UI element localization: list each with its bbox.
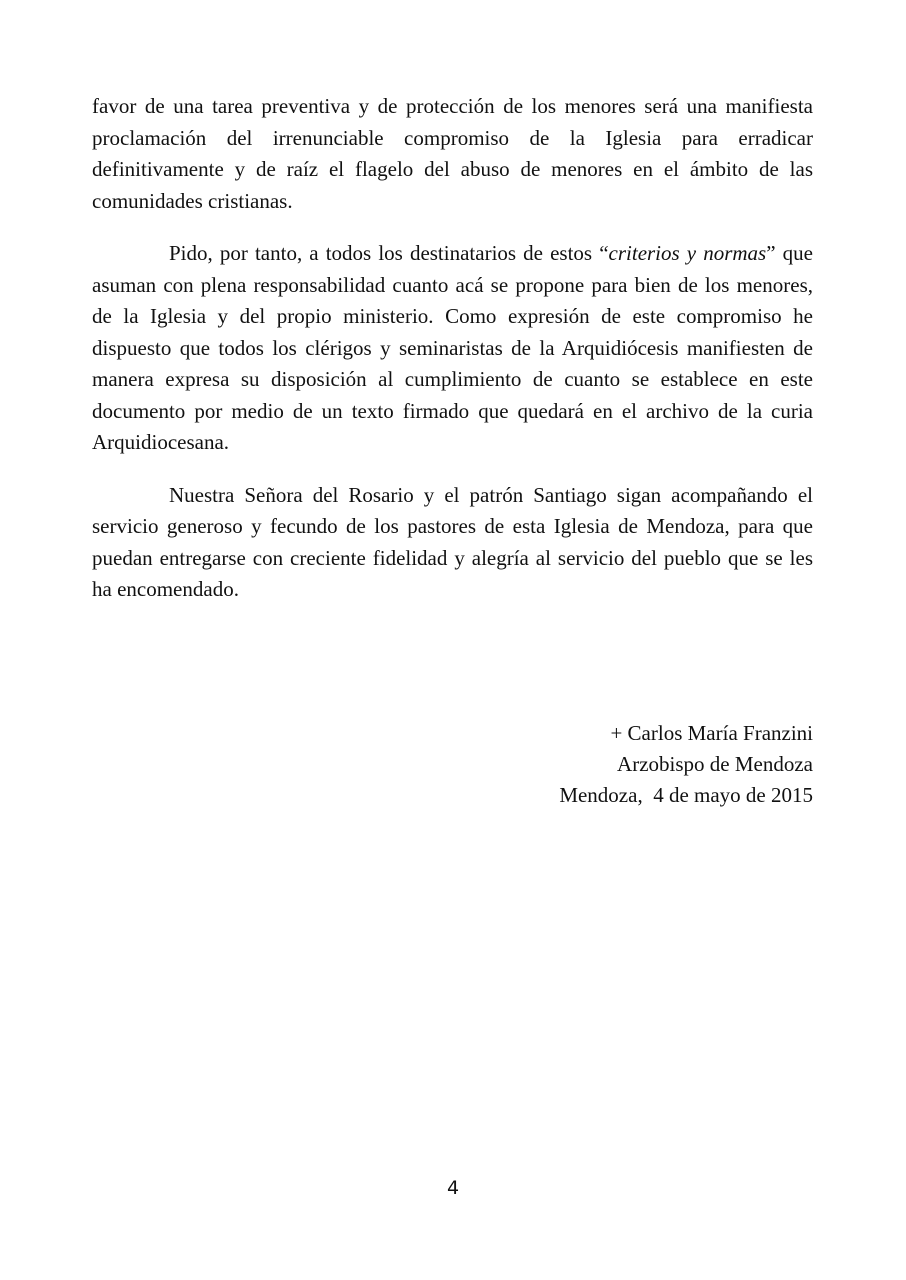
paragraph-request-text-before: Pido, por tanto, a todos los destinatarios de estos “ bbox=[169, 241, 609, 265]
paragraph-request-italic-phrase: criterios y normas bbox=[608, 241, 767, 265]
signature-title: Arzobispo de Mendoza bbox=[617, 752, 813, 776]
paragraph-closing: Nuestra Señora del Rosario y el patrón Santiago sigan acompañando el servicio generoso y fecundo de los pastores de esta Iglesia de Mendoza, para que puedan entregarse con creciente fidelidad y alegría al servicio del pueblo que se les ha encomendado. bbox=[92, 482, 813, 601]
page-number: 4 bbox=[446, 1177, 460, 1199]
body-text bbox=[92, 91, 813, 627]
signature-block bbox=[559, 718, 813, 811]
signature-name: + Carlos María Franzini bbox=[610, 721, 813, 745]
paragraph-continuation: favor de una tarea preventiva y de protección de los menores será una manifiesta proclamación del irrenunciable compromiso de la Iglesia para erradicar definitivamente y de raíz el flagelo del abuso de menores en el ámbito de las comunidades cristianas. bbox=[92, 94, 813, 213]
signature-place-date: Mendoza, 4 de mayo de 2015 bbox=[559, 783, 813, 807]
paragraph-request-text-after: ” que asuman con plena responsabilidad cuanto acá se propone para bien de los menores, de la Iglesia y del propio ministerio. Como expresión de este compromiso he dispuesto que todos los clérigos y seminaristas de la Arquidiócesis manifiesten de manera expresa su disposición al cumplimiento de cuanto se establece en este documento por medio de un texto firmado que quedará en el archivo de la curia Arquidiocesana. bbox=[92, 241, 813, 454]
paragraph-request bbox=[92, 238, 813, 459]
